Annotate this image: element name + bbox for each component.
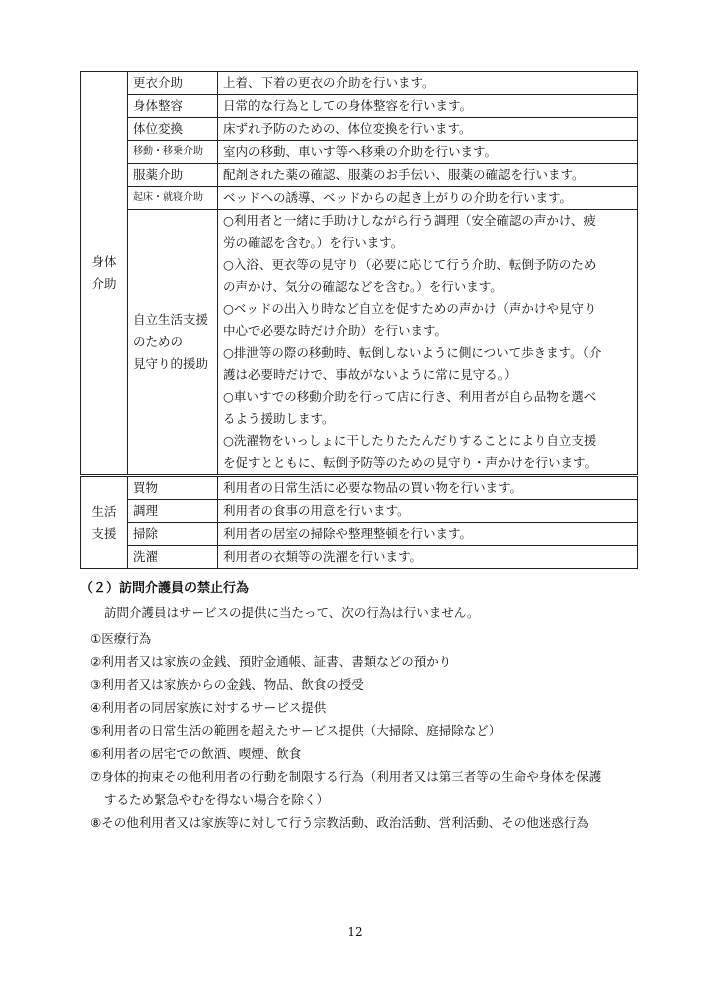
service-item: 掃除: [128, 523, 218, 546]
table-row: [81, 164, 638, 187]
service-description: 利用者の日常生活に必要な物品の買い物を行います。: [218, 476, 638, 500]
service-description: 床ずれ予防のための、体位変換を行います。: [218, 118, 638, 141]
list-item: [90, 765, 630, 811]
service-description: 室内の移動、車いす等へ移乗の介助を行います。: [218, 141, 638, 164]
list-item: [90, 696, 630, 719]
category-physical-care: [81, 72, 128, 476]
service-item: 買物: [128, 476, 218, 500]
table-row: [81, 546, 638, 569]
category-living-support: [81, 476, 128, 569]
table-row: [81, 476, 638, 500]
page-number: 12: [347, 925, 363, 939]
service-item-line: のための: [133, 334, 184, 349]
service-item: 服薬介助: [128, 164, 218, 187]
service-item: 体位変換: [128, 118, 218, 141]
description-line: ○ベッドの出入り時など自立を促すための声かけ（声かけや見守り: [223, 301, 597, 316]
list-item: [90, 673, 630, 696]
description-line: ○洗濯物をいっしょに干したりたたんだりすることにより自立支援: [223, 433, 597, 448]
service-description: 利用者の居室の掃除や整理整頓を行います。: [218, 523, 638, 546]
service-description: 日常的な行為としての身体整容を行います。: [218, 95, 638, 118]
list-item-text: ⑧その他利用者又は家族等に対して行う宗教活動、政治活動、営利活動、その他迷惑行為: [90, 815, 589, 830]
description-line: ○入浴、更衣等の見守り（必要に応じて行う介助、転倒予防のため: [223, 257, 597, 272]
list-item-text: ④利用者の同居家族に対するサービス提供: [90, 700, 327, 715]
service-item: 更衣介助: [128, 72, 218, 95]
service-item-line: 自立生活支援: [133, 312, 209, 327]
service-description: 上着、下着の更衣の介助を行います。: [218, 72, 638, 95]
category-label: 生活: [91, 503, 117, 519]
table-row: [81, 95, 638, 118]
category-label: 介助: [91, 276, 117, 291]
category-label: 支援: [91, 525, 117, 541]
list-item-text: ⑦身体的拘束その他利用者の行動を制限する行為（利用者又は第三者等の生命や身体を保護: [90, 769, 602, 784]
table-row: [81, 187, 638, 210]
table-row: [81, 210, 638, 476]
list-item-text: ③利用者又は家族からの金銭、物品、飲食の授受: [90, 677, 364, 692]
description-line: ○利用者と一緒に手助けしながら行う調理（安全確認の声かけ、疲: [223, 213, 596, 228]
table-row: [81, 72, 638, 95]
list-item-text: ⑥利用者の居宅での飲酒、喫煙、飲食: [90, 746, 302, 761]
description-line: ○車いすでの移動介助を行って店に行き、利用者が自ら品物を選べ: [223, 389, 597, 404]
list-item: [90, 742, 630, 765]
service-description: ベッドへの誘導、ベッドからの起き上がりの介助を行います。: [218, 187, 638, 210]
list-item: [90, 811, 630, 834]
list-item-continuation: するため緊急やむを得ない場合を除く）: [104, 792, 330, 807]
section-heading: （２）訪問介護員の禁止行為: [80, 581, 250, 596]
table-row: [81, 118, 638, 141]
prohibited-acts-list: [90, 627, 630, 834]
description-line: るよう援助します。: [223, 411, 335, 426]
list-item: [90, 719, 630, 742]
service-description: 利用者の衣類等の洗濯を行います。: [218, 546, 638, 569]
section-intro: 訪問介護員はサービスの提供に当たって、次の行為は行いません。: [104, 605, 480, 620]
list-item: [90, 627, 630, 650]
service-item-line: 見守り的援助: [133, 356, 209, 371]
table-row: [81, 500, 638, 523]
list-item-text: ①医療行為: [90, 631, 152, 646]
description-line: ○排泄等の際の移動時、転倒しないように側について歩きます。（介: [223, 345, 602, 360]
service-item: 移動・移乗介助: [128, 141, 218, 164]
service-item: 洗濯: [128, 546, 218, 569]
category-label: 身体: [91, 254, 117, 269]
table-row: [81, 523, 638, 546]
service-item: 身体整容: [128, 95, 218, 118]
list-item: [90, 650, 630, 673]
description-line: 中心で必要な時だけ介助）を行います。: [223, 323, 448, 338]
list-item-text: ②利用者又は家族の金銭、預貯金通帳、証書、書類などの預かり: [90, 654, 452, 669]
service-description: 配剤された薬の確認、服薬のお手伝い、服薬の確認を行います。: [218, 164, 638, 187]
description-line: を促すとともに、転倒予防等のための見守り・声かけを行います。: [223, 455, 598, 470]
table-row: [81, 141, 638, 164]
service-item-support: [128, 210, 218, 476]
description-line: の声かけ、気分の確認などを含む。）を行います。: [223, 279, 503, 294]
service-table: [80, 71, 638, 569]
service-item: 起床・就寝介助: [128, 187, 218, 210]
description-line: 労の確認を含む。）を行います。: [223, 235, 404, 250]
service-description-support: [218, 210, 638, 476]
description-line: 護は必要時だけで、事故がないように常に見守る。）: [223, 367, 517, 382]
service-item: 調理: [128, 500, 218, 523]
service-description: 利用者の食事の用意を行います。: [218, 500, 638, 523]
list-item-text: ⑤利用者の日常生活の範囲を超えたサービス提供（大掃除、庭掃除など）: [90, 723, 502, 738]
